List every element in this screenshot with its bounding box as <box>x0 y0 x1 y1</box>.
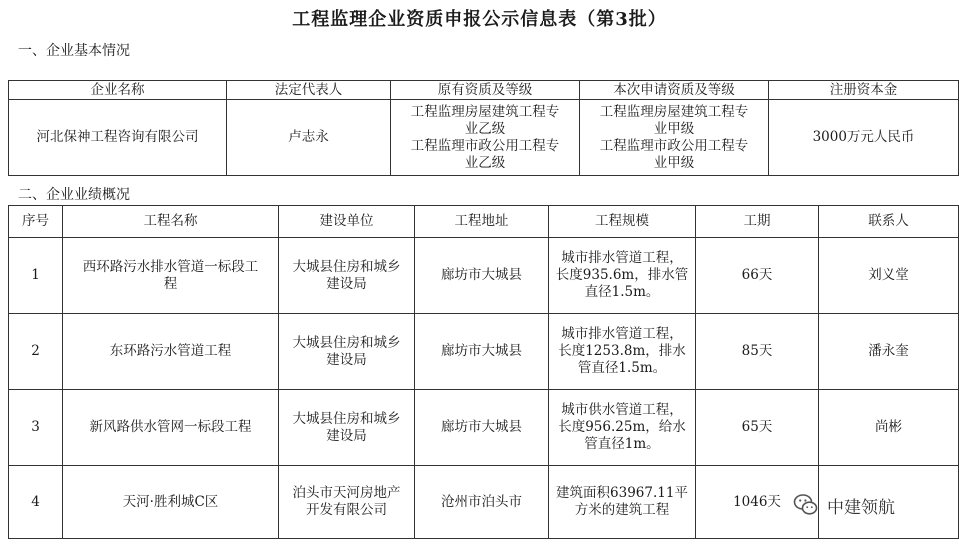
project-name: 新风路供水管网一标段工程 <box>63 390 279 466</box>
apply-qual <box>580 100 769 176</box>
project-name: 天河·胜利城C区 <box>63 466 279 539</box>
contact: 刘义堂 <box>819 238 959 314</box>
header-capital: 注册资本金 <box>769 81 959 100</box>
capital: 3000万元人民币 <box>769 100 959 176</box>
address: 廊坊市大城县 <box>415 314 549 390</box>
apply-qual-2: 工程监理市政公用工程专业甲级 <box>599 137 749 171</box>
section-performance: 二、企业业绩概况 <box>18 187 130 203</box>
period: 65天 <box>696 390 819 466</box>
scale: 城市供水管道工程，长度956.25m，给水管直径1m。 <box>549 390 696 466</box>
company-name: 河北保神工程咨询有限公司 <box>9 100 227 176</box>
scale: 城市排水管道工程，长度1253.8m，排水管直径1.5m。 <box>549 314 696 390</box>
header-contact: 联系人 <box>819 206 959 238</box>
orig-qual-1: 工程监理房屋建筑工程专业乙级 <box>410 103 560 137</box>
header-builder: 建设单位 <box>279 206 415 238</box>
header-apply-qual: 本次申请资质及等级 <box>580 81 769 100</box>
header-period: 工期 <box>696 206 819 238</box>
projects-table <box>8 205 959 539</box>
table-row <box>9 100 959 176</box>
header-address: 工程地址 <box>415 206 549 238</box>
builder: 泊头市天河房地产开发有限公司 <box>279 466 415 539</box>
contact: 尚彬 <box>819 390 959 466</box>
address: 廊坊市大城县 <box>415 238 549 314</box>
watermark-text: 中建领航 <box>827 497 895 518</box>
page-title: 工程监理企业资质申报公示信息表（第3批） <box>292 9 667 30</box>
table-row <box>9 314 959 390</box>
header-company-name: 企业名称 <box>9 81 227 100</box>
company-info-table <box>8 80 959 176</box>
apply-qual-1: 工程监理房屋建筑工程专业甲级 <box>599 103 749 137</box>
builder: 大城县住房和城乡建设局 <box>279 314 415 390</box>
builder: 大城县住房和城乡建设局 <box>279 238 415 314</box>
row-no: 2 <box>9 314 63 390</box>
address: 廊坊市大城县 <box>415 390 549 466</box>
builder: 大城县住房和城乡建设局 <box>279 390 415 466</box>
wechat-icon <box>793 492 819 518</box>
row-no: 3 <box>9 390 63 466</box>
header-scale: 工程规模 <box>549 206 696 238</box>
header-orig-qual: 原有资质及等级 <box>391 81 580 100</box>
table-row <box>9 390 959 466</box>
row-no: 1 <box>9 238 63 314</box>
period: 85天 <box>696 314 819 390</box>
table-header-row <box>9 206 959 238</box>
header-no: 序号 <box>9 206 63 238</box>
section-basic-info: 一、企业基本情况 <box>18 43 130 59</box>
project-name: 西环路污水排水管道一标段工程 <box>63 238 279 314</box>
legal-rep: 卢志永 <box>227 100 391 176</box>
contact: 潘永奎 <box>819 314 959 390</box>
scale: 城市排水管道工程，长度935.6m，排水管直径1.5m。 <box>549 238 696 314</box>
orig-qual-2: 工程监理市政公用工程专业乙级 <box>410 137 560 171</box>
header-legal-rep: 法定代表人 <box>227 81 391 100</box>
table-row <box>9 238 959 314</box>
period: 1046天 <box>696 466 819 539</box>
row-no: 4 <box>9 466 63 539</box>
orig-qual <box>391 100 580 176</box>
project-name: 东环路污水管道工程 <box>63 314 279 390</box>
address: 沧州市泊头市 <box>415 466 549 539</box>
table-header-row <box>9 81 959 100</box>
watermark <box>793 492 953 518</box>
period: 66天 <box>696 238 819 314</box>
scale: 建筑面积63967.11平方米的建筑工程 <box>549 466 696 539</box>
header-project-name: 工程名称 <box>63 206 279 238</box>
